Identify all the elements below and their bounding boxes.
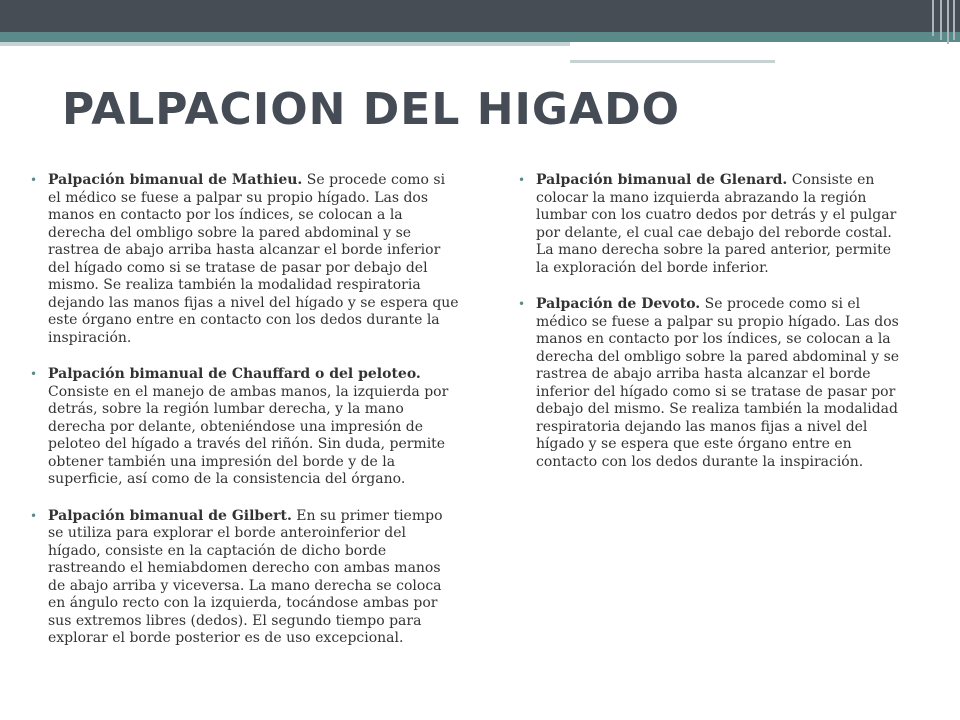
decorative-rule bbox=[0, 42, 570, 46]
item-text: Consiste en el manejo de ambas manos, la izquierda por detrás, sobre la región lumbar derecha, y la mano derecha por delante, obteniéndose una impresión de peloteo del hígado a través del riñón. Sin duda, permite obtener también una impresión del borde y de la superficie, así como de la consistencia del órgano. bbox=[48, 383, 449, 487]
list-item bbox=[518, 172, 904, 277]
item-heading: Palpación bimanual de Mathieu. bbox=[48, 172, 303, 188]
decorative-vertical-line bbox=[947, 0, 949, 44]
decorative-vertical-line bbox=[940, 0, 942, 40]
bullet-icon: • bbox=[30, 508, 38, 523]
header-bar bbox=[0, 0, 960, 32]
list-item bbox=[518, 296, 904, 471]
item-heading: Palpación bimanual de Glenard. bbox=[536, 172, 788, 188]
item-heading: Palpación bimanual de Chauffard o del peloteo. bbox=[48, 366, 421, 382]
bullet-icon: • bbox=[518, 297, 526, 311]
item-text: Consiste en colocar la mano izquierda abrazando la región lumbar con los cuatro dedos por detrás y el pulgar por delante, el cual cae debajo del reborde costal. La mano derecha sobre la pared anterior, permite la exploración del borde inferior. bbox=[536, 172, 897, 276]
item-heading: Palpación bimanual de Gilbert. bbox=[48, 507, 292, 524]
slide-title: PALPACION DEL HIGADO bbox=[62, 84, 680, 135]
list-item bbox=[30, 366, 462, 489]
decorative-vertical-line bbox=[932, 0, 934, 36]
list-item bbox=[30, 172, 462, 347]
bullet-icon: • bbox=[30, 367, 38, 381]
decorative-rule-light bbox=[570, 46, 890, 50]
item-text: Se procede como si el médico se fuese a palpar su propio hígado. Las dos manos en contacto por los índices, se colocan a la derecha del ombligo sobre la pared abdominal y se rastrea de abajo arriba hasta alcanzar el borde inferior del hígado como si se tratase de pasar por debajo del mismo. Se realiza también la modalidad respiratoria dejando las manos fijas a nivel del hígado y se espera que este órgano entre en contacto con los dedos durante la inspiración. bbox=[48, 172, 459, 346]
header-accent-stripe bbox=[0, 32, 960, 42]
list-item bbox=[30, 508, 462, 648]
decorative-vertical-line bbox=[953, 0, 955, 40]
bullet-icon: • bbox=[30, 173, 38, 187]
left-column bbox=[30, 172, 462, 667]
bullet-icon: • bbox=[518, 173, 526, 187]
item-text: Se procede como si el médico se fuese a palpar su propio hígado. Las dos manos en contacto por los índices, se colocan a la derecha del ombligo sobre la pared abdominal y se rastrea de abajo arriba hasta alcanzar el borde inferior del hígado como si se tratase de pasar por debajo del mismo. Se realiza también la modalidad respiratoria dejando las manos fijas a nivel del hígado y se espera que este órgano entre en contacto con los dedos durante la inspiración. bbox=[536, 296, 900, 470]
right-column bbox=[518, 172, 904, 490]
decorative-rule-short bbox=[570, 60, 775, 63]
item-text: En su primer tiempo se utiliza para explorar el borde anteroinferior del hígado, consiste en la captación de dicho borde rastreando el hemiabdomen derecho con ambas manos de abajo arriba y viceversa. La mano derecha se coloca en ángulo recto con la izquierda, tocándose ambas por sus extremos libres (dedos). El segundo tiempo para explorar el borde posterior es de uso excepcional. bbox=[48, 507, 443, 646]
item-heading: Palpación de Devoto. bbox=[536, 296, 701, 312]
